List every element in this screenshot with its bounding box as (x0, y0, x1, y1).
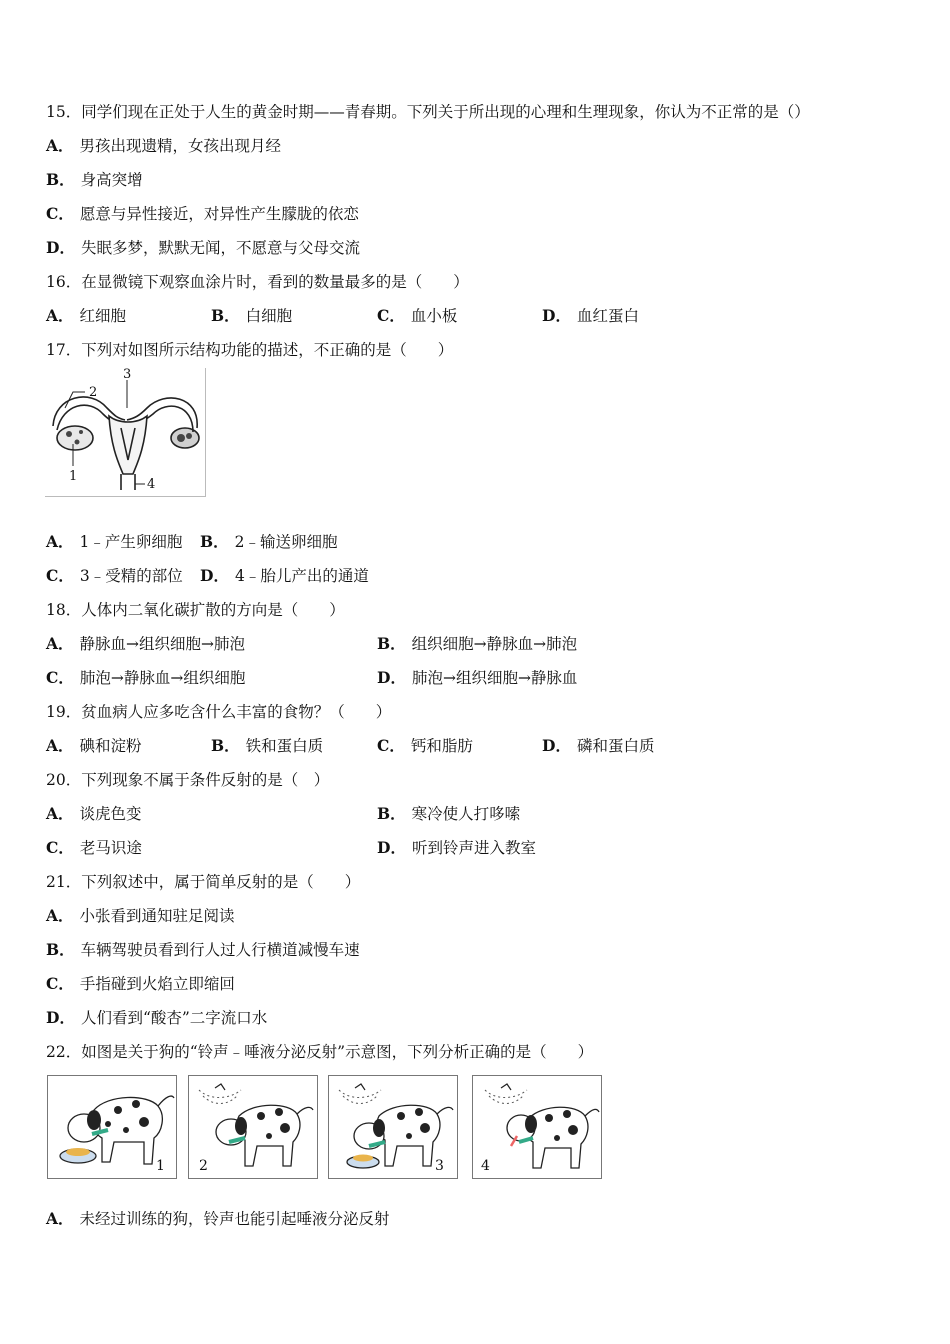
q17-option-b[interactable] (200, 532, 337, 552)
q17-option-a[interactable] (46, 532, 182, 552)
option-label: A． (46, 736, 74, 755)
q20-option-d[interactable] (377, 838, 536, 858)
q20-option-b[interactable] (377, 804, 520, 824)
option-label: D． (46, 238, 75, 257)
q20-option-a[interactable] (46, 804, 142, 824)
figure-label: 1 (69, 469, 78, 484)
q20-options-row-2 (46, 838, 906, 858)
q18-option-c[interactable] (46, 668, 245, 688)
dog-bell-illustration (189, 1076, 317, 1178)
q19-option-c[interactable] (377, 736, 473, 756)
q19-option-d[interactable] (542, 736, 654, 756)
option-text: 愿意与异性接近，对异性产生朦胧的依恋 (79, 205, 359, 223)
q18-option-b[interactable] (377, 634, 577, 654)
option-text: 肺泡→静脉血→组织细胞 (79, 669, 246, 687)
figure-label: 3 (123, 368, 132, 382)
frame-number: 4 (481, 1158, 490, 1174)
q18-option-a[interactable] (46, 634, 245, 654)
option-text: 4﹣胎儿产出的通道 (234, 567, 369, 585)
option-text: 小张看到通知驻足阅读 (79, 907, 235, 925)
option-label: B． (46, 940, 75, 959)
option-label: D． (377, 668, 406, 687)
option-label: B． (377, 634, 406, 653)
q18-options-row-1 (46, 634, 906, 654)
option-text: 组织细胞→静脉血→肺泡 (411, 635, 578, 653)
q17-option-c[interactable] (46, 566, 183, 586)
option-label: A． (46, 634, 74, 653)
q15-option-d[interactable] (46, 238, 360, 258)
q15-option-b[interactable] (46, 170, 143, 190)
dog-bell-eating-illustration (329, 1076, 457, 1178)
option-text: 听到铃声进入教室 (411, 839, 536, 857)
question-21-stem: 21．下列叙述中，属于简单反射的是（ ） (46, 873, 361, 891)
option-label: B． (211, 306, 240, 325)
option-label: C． (46, 668, 74, 687)
q20-options-row-1 (46, 804, 906, 824)
uterus-figure (45, 368, 206, 497)
figure-label: 4 (147, 477, 156, 492)
option-text: 血红蛋白 (576, 307, 639, 325)
question-18-stem: 18．人体内二氧化碳扩散的方向是（ ） (46, 601, 345, 619)
option-label: A． (46, 532, 74, 551)
option-text: 碘和淀粉 (79, 737, 142, 755)
option-text: 血小板 (410, 307, 458, 325)
q20-option-c[interactable] (46, 838, 142, 858)
dog-frame-4 (472, 1075, 602, 1179)
q21-option-d[interactable] (46, 1008, 267, 1028)
q16-option-a[interactable] (46, 306, 126, 326)
q21-option-b[interactable] (46, 940, 360, 960)
option-text: 白细胞 (245, 307, 293, 325)
q21-option-c[interactable] (46, 974, 235, 994)
option-text: 磷和蛋白质 (576, 737, 655, 755)
option-text: 3﹣受精的部位 (79, 567, 183, 585)
option-label: C． (46, 974, 74, 993)
q15-option-a[interactable] (46, 136, 281, 156)
option-label: A． (46, 306, 74, 325)
option-label: A． (46, 136, 74, 155)
option-label: A． (46, 1209, 74, 1228)
dog-frame-2 (188, 1075, 318, 1179)
option-label: D． (200, 566, 229, 585)
option-text: 男孩出现遗精，女孩出现月经 (79, 137, 282, 155)
option-text: 谈虎色变 (79, 805, 142, 823)
q16-options-row (46, 306, 906, 326)
q18-options-row-2 (46, 668, 906, 688)
dog-frame-3 (328, 1075, 458, 1179)
option-text: 失眠多梦，默默无闻，不愿意与父母交流 (80, 239, 360, 257)
question-15-stem: 15．同学们现在正处于人生的黄金时期——青春期。下列关于所出现的心理和生理现象，你认为不正常的是（） (46, 103, 810, 121)
option-text: 老马识途 (79, 839, 142, 857)
option-text: 红细胞 (79, 307, 127, 325)
uterus (109, 416, 147, 474)
vagina (121, 474, 135, 490)
option-label: D． (542, 736, 571, 755)
q19-options-row (46, 736, 906, 756)
option-label: C． (46, 838, 74, 857)
option-label: D． (377, 838, 406, 857)
option-text: 车辆驾驶员看到行人过人行横道减慢车速 (80, 941, 360, 959)
frame-number: 3 (435, 1158, 444, 1174)
option-label: A． (46, 906, 74, 925)
option-label: B． (46, 170, 75, 189)
option-text: 寒冷使人打哆嗦 (411, 805, 521, 823)
q17-options-row-1 (46, 532, 906, 552)
question-22-stem: 22．如图是关于狗的“铃声﹣唾液分泌反射”示意图，下列分析正确的是（ ） (46, 1043, 594, 1061)
option-text: 人们看到“酸杏”二字流口水 (80, 1009, 268, 1027)
q21-option-a[interactable] (46, 906, 235, 926)
option-text: 手指碰到火焰立即缩回 (79, 975, 235, 993)
option-text: 静脉血→组织细胞→肺泡 (79, 635, 246, 653)
option-label: B． (211, 736, 240, 755)
q16-option-c[interactable] (377, 306, 457, 326)
female-reproductive-diagram (45, 368, 205, 496)
option-label: A． (46, 804, 74, 823)
option-text: 1﹣产生卵细胞 (79, 533, 183, 551)
option-text: 肺泡→组织细胞→静脉血 (411, 669, 578, 687)
q15-option-c[interactable] (46, 204, 359, 224)
frame-number: 1 (156, 1158, 165, 1174)
option-label: C． (377, 736, 405, 755)
q19-option-a[interactable] (46, 736, 142, 756)
dog-frame-1 (47, 1075, 177, 1179)
question-19-stem: 19．贫血病人应多吃含什么丰富的食物？（ ） (46, 703, 392, 721)
option-label: D． (46, 1008, 75, 1027)
figure-label: 2 (89, 385, 98, 400)
q19-option-b[interactable] (211, 736, 323, 756)
option-text: 未经过训练的狗，铃声也能引起唾液分泌反射 (79, 1210, 390, 1228)
option-label: D． (542, 306, 571, 325)
question-20-stem: 20．下列现象不属于条件反射的是（ ） (46, 771, 330, 789)
option-text: 钙和脂肪 (410, 737, 473, 755)
q16-option-d[interactable] (542, 306, 639, 326)
option-text: 铁和蛋白质 (245, 737, 324, 755)
q22-option-a[interactable] (46, 1209, 390, 1229)
option-label: C． (46, 566, 74, 585)
dog-eating-illustration (48, 1076, 176, 1178)
left-ovary (57, 426, 93, 450)
frame-number: 2 (199, 1158, 208, 1174)
option-label: B． (200, 532, 229, 551)
option-label: C． (377, 306, 405, 325)
q17-option-d[interactable] (200, 566, 369, 586)
option-text: 身高突增 (80, 171, 143, 189)
q17-options-row-2 (46, 566, 906, 586)
q16-option-b[interactable] (211, 306, 292, 326)
dog-salivating-illustration (473, 1076, 601, 1178)
question-16-stem: 16．在显微镜下观察血涂片时，看到的数量最多的是（ ） (46, 273, 469, 291)
option-label: C． (46, 204, 74, 223)
question-17-stem: 17．下列对如图所示结构功能的描述，不正确的是（ ） (46, 341, 454, 359)
option-text: 2﹣输送卵细胞 (234, 533, 338, 551)
option-label: B． (377, 804, 406, 823)
q18-option-d[interactable] (377, 668, 577, 688)
